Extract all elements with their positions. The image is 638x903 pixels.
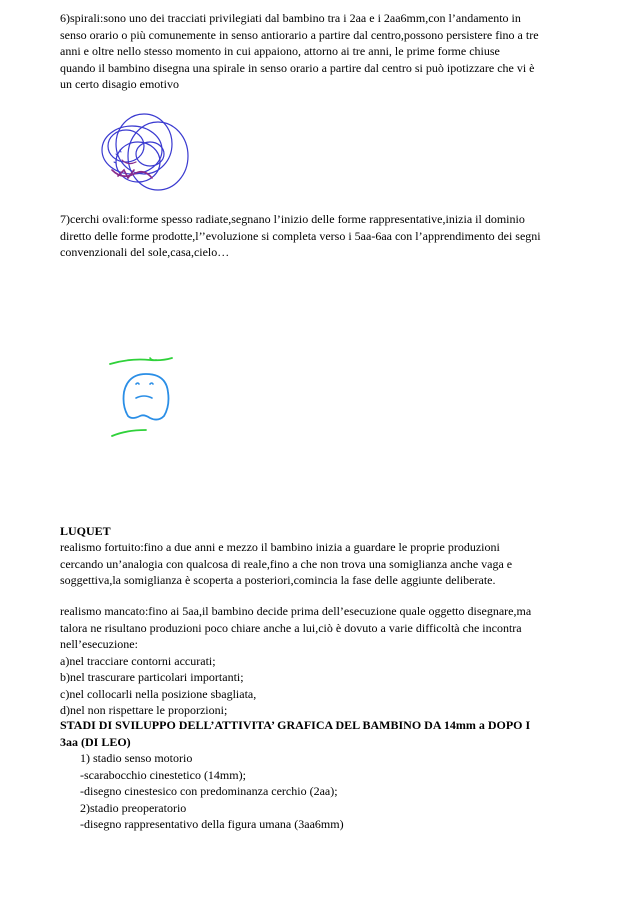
grass-line-top <box>110 358 172 364</box>
list-item: -disegno rappresentativo della figura umana (3aa6mm) <box>80 817 344 831</box>
paragraph-realismo-mancato <box>60 603 580 719</box>
text-line: 7)cerchi ovali:forme spesso radiate,segnano l’inizio delle forme rappresentative,inizia il dominio <box>60 212 525 226</box>
text-line: senso orario o più comunemente in senso antiorario a partire dal centro,possono persistere fino a tre <box>60 27 539 42</box>
text-line: anni e oltre nello stesso momento in cui appaiono, attorno ai tre anni, le prime forme chiuse <box>60 44 500 58</box>
text-line: convenzionali del sole,casa,cielo… <box>60 245 230 259</box>
text-line: talora ne risultano produzioni poco chiare anche a lui,ciò è dovuto a varie difficoltà che incontra <box>60 620 522 635</box>
heading-text: STADI DI SVILUPPO DELL’ATTIVITA’ GRAFICA DEL BAMBINO DA 14mm a DOPO I <box>60 718 531 732</box>
paragraph-spirali <box>60 10 580 93</box>
spiral-loop <box>128 122 188 190</box>
text-line: realismo fortuito:fino a due anni e mezzo il bambino inizia a guardare le proprie produzioni <box>60 540 500 554</box>
list-item: 2)stadio preoperatorio <box>80 800 187 815</box>
paragraph-realismo-fortuito <box>60 539 580 589</box>
face-strokes <box>110 358 172 436</box>
heading-stadi <box>60 717 580 750</box>
text-line: soggettiva,la somiglianza è scoperta a posteriori,comincia la fase delle aggiunte deliberate. <box>60 573 496 587</box>
grass-tick <box>150 358 156 360</box>
grass-line-bottom <box>112 430 146 436</box>
list-item: 1) stadio senso motorio <box>80 751 193 765</box>
text-line: realismo mancato:fino ai 5aa,il bambino decide prima dell’esecuzione quale oggetto disegnare,ma <box>60 604 532 618</box>
spiral-loop <box>102 126 162 174</box>
list-item: a)nel tracciare contorni accurati; <box>60 653 216 668</box>
text-line: un certo disagio emotivo <box>60 77 179 91</box>
spiral-drawing-image <box>92 110 212 200</box>
list-item: c)nel collocarli nella posizione sbagliata, <box>60 686 257 701</box>
heading-text: LUQUET <box>60 524 111 538</box>
text-line: quando il bambino disegna una spirale in senso orario a partire dal centro si può ipotizzare che vi è <box>60 60 535 75</box>
spiral-loop <box>108 130 144 162</box>
list-item: b)nel trascurare particolari importanti; <box>60 670 244 684</box>
face-mouth <box>136 396 152 398</box>
face-eye-left <box>136 383 139 384</box>
text-line: cercando un’analogia con qualcosa di reale,fino a che non trova una somiglianza anche vaga e <box>60 556 513 571</box>
face-eye-right <box>150 383 153 384</box>
spiral-strokes <box>102 114 188 190</box>
list-stadi <box>60 750 580 833</box>
list-item: d)nel non rispettare le proporzioni; <box>60 703 228 717</box>
text-line: 6)spirali:sono uno dei tracciati privilegiati dal bambino tra i 2aa e i 2aa6mm,con l’andamento in <box>60 11 521 25</box>
paragraph-cerchi <box>60 211 580 261</box>
heading-luquet <box>60 523 580 540</box>
face-drawing-image <box>106 350 186 446</box>
heading-text: 3aa (DI LEO) <box>60 734 131 749</box>
list-item: -scarabocchio cinestetico (14mm); <box>80 767 246 782</box>
text-line: diretto delle forme prodotte,l’’evoluzione si completa verso i 5aa-6aa con l’apprendimento dei segni <box>60 228 541 243</box>
list-item: -disegno cinestesico con predominanza cerchio (2aa); <box>80 784 338 798</box>
text-line: nell’esecuzione: <box>60 637 138 651</box>
